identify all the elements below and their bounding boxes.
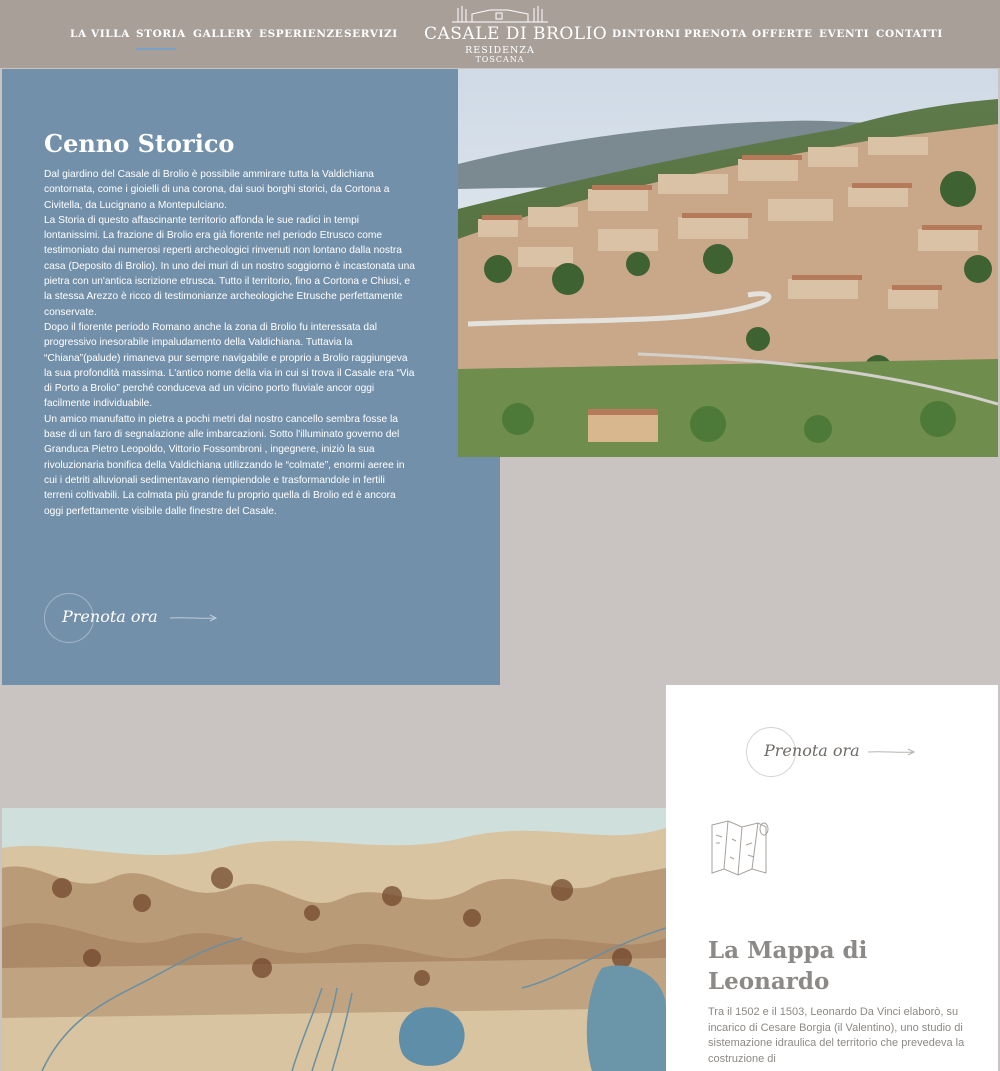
nav-item-eventi[interactable]: EVENTI [819, 28, 870, 40]
nav-item-la-villa[interactable]: LA VILLA [70, 28, 130, 40]
map-icon [708, 819, 770, 877]
story-paragraph: Dal giardino del Casale di Brolio è possibile ammirare tutta la Valdichiana contornata, come i gioielli di una corona, dai suoi borghi storici, da Cortona a Civitella, da Lucignano a Montepulciano. [44, 169, 390, 211]
nav-item-contatti[interactable]: CONTATTI [876, 28, 943, 40]
cta-label: Prenota ora [62, 607, 158, 626]
nav-item-prenota[interactable]: PRENOTA [684, 28, 747, 40]
story-text [44, 167, 416, 519]
map-card [666, 685, 998, 1071]
section-title: La Mappa di Leonardo [708, 937, 868, 995]
section-title: Cenno Storico [44, 129, 235, 158]
logo-emblem-icon [450, 2, 550, 24]
nav-item-offerte[interactable]: OFFERTE [752, 28, 813, 40]
book-now-button-secondary[interactable] [746, 727, 926, 777]
nav-item-servizi[interactable]: SERVIZI [344, 28, 398, 40]
story-paragraph: Un amico manufatto in pietra a pochi metri dal nostro cancello sembra fosse la base di un faro di segnalazione alle imbarcazioni. Sotto l'illuminato governo del Granduca Pietro Leopoldo, Vittorio Fossombroni , ingegnere, iniziò la sua rivoluzionaria bonifica della Valdichiana utilizzando le “colmate”, enormi aeree in cui i detriti alluvionali sedimentavano riempiendole e trasformandole in fertili terreni coltivabili. La colmata più grande fu proprio quella di Brolio ed è ancora oggi perfettamente visibile dalle finestre del Casale. [44, 413, 405, 517]
logo-subtitle: RESIDENZA [465, 45, 535, 56]
site-logo[interactable] [424, 2, 608, 66]
arrow-right-icon [170, 613, 218, 623]
nav-active-indicator [136, 48, 176, 50]
logo-title: CASALE DI BROLIO [424, 24, 608, 44]
town-photo [458, 69, 998, 457]
nav-item-dintorni[interactable]: DINTORNI [612, 28, 681, 40]
arrow-right-icon [868, 747, 916, 757]
logo-region: TOSCANA [475, 55, 525, 64]
nav-item-esperienze[interactable]: ESPERIENZE [259, 28, 344, 40]
story-paragraph: La Storia di questo affascinante territorio affonda le sue radici in tempi lontanissimi. La frazione di Brolio era già fiorente nel periodo Etrusco come testimoniato dai numerosi reperti archeologici rinvenuti non lontano dalla nostra casa (Deposito di Brolio). In uno dei muri di un nostro soggiorno è incastonata una pietra con un'antica iscrizione etrusca. Tutto il territorio, fino a Cortona e Chiusi, e la stessa Arezzo è ricco di testimonianze archeologiche Etrusche perfettamente conservate. [44, 214, 415, 318]
story-paragraph: Dopo il fiorente periodo Romano anche la zona di Brolio fu interessata dal progressivo inesorabile impaludamento della Valdichiana. Tuttavia la “Chiana”(palude) rimaneva pur sempre navigabile e proprio a Brolio raggiungeva la sua profondità massima. L'antico nome della via in cui si trova il Casale era “Via di Porto a Brolio” perché conduceva ad un vicino porto fluviale ancor oggi facilmente individuabile. [44, 321, 415, 410]
site-header [0, 0, 1000, 68]
story-section [2, 69, 500, 685]
nav-item-gallery[interactable]: GALLERY [193, 28, 253, 40]
leonardo-map-image [2, 808, 666, 1071]
book-now-button[interactable] [44, 593, 224, 643]
cta-label: Prenota ora [764, 741, 860, 760]
nav-item-storia[interactable]: STORIA [136, 28, 186, 40]
map-description: Tra il 1502 e il 1503, Leonardo Da Vinci elaborò, su incarico di Cesare Borgia (il Valentino), uno studio di sistemazione idraulica del territorio che prevedeva la costruzione di [708, 1006, 965, 1065]
